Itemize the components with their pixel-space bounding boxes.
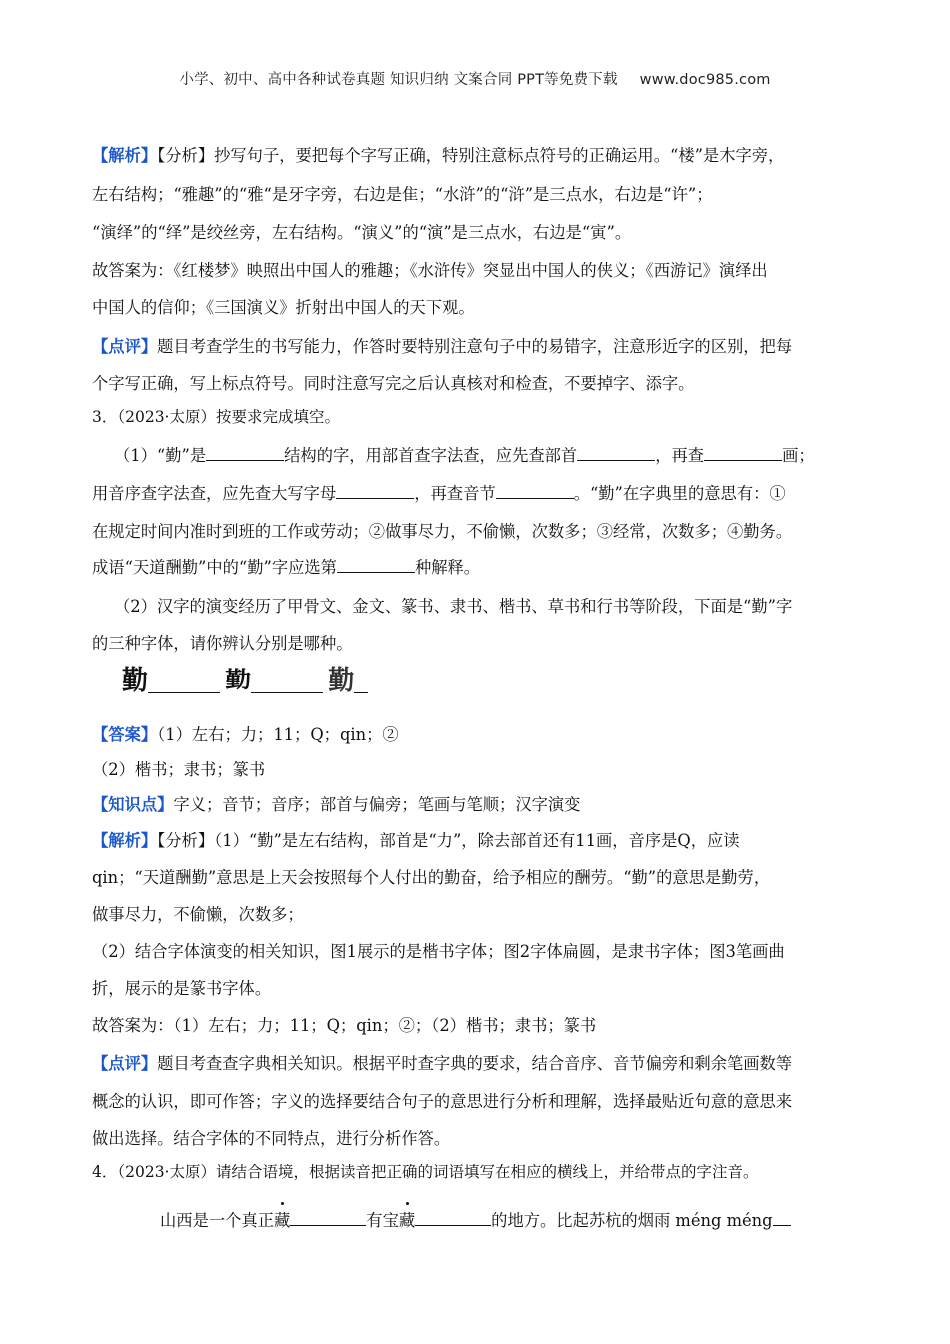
blank-font-3[interactable]: [354, 677, 368, 693]
q3-part1-line-3: 在规定时间内准时到班的工作或劳动；②做事尽力，不偷懒，次数多；③经常，次数多；④勤务。: [92, 522, 793, 541]
q3-part2-line-2: 的三种字体，请你辨认分别是哪种。: [92, 634, 353, 653]
q3-part2-line-1: （2）汉字的演变经历了甲骨文、金文、篆书、隶书、楷书、草书和行书等阶段，下面是“勤”字: [114, 597, 793, 616]
glyph-zhuanshu-image: 勤: [328, 666, 355, 696]
blank-structure[interactable]: [206, 445, 284, 461]
q3-answer-line-1: 【答案】（1）左右；力；11；Q；qin；②: [92, 725, 399, 744]
blank-strokes[interactable]: [704, 445, 782, 461]
blank-font-2[interactable]: [251, 677, 323, 693]
q3-answer-line-2: （2）楷书；隶书；篆书: [92, 760, 266, 779]
q3-analysis-line-3: 做事尽力，不偷懒，次数多；: [92, 905, 304, 924]
comment-tag: 【点评】: [92, 337, 158, 356]
blank-pinyin-1[interactable]: [290, 1210, 366, 1226]
q3-analysis-line-4: （2）结合字体演变的相关知识，图1展示的是楷书字体；图2字体扁圆，是隶书字体；图3笔画曲: [92, 942, 785, 961]
answer-tag: 【答案】: [92, 725, 158, 744]
dotted-char-1: 藏: [274, 1207, 290, 1231]
header-site: www.doc985.com: [639, 72, 771, 88]
font-samples: [122, 660, 368, 700]
blank-meaning[interactable]: [337, 557, 415, 573]
dotted-char-2: 藏: [399, 1207, 415, 1231]
q3-knowledge: 【知识点】字义；音节；音序；部首与偏旁；笔画与笔顺；汉字演变: [92, 795, 581, 814]
header-text: 小学、初中、高中各种试卷真题 知识归纳 文案合同 PPT等免费下载: [179, 72, 618, 88]
prev-analysis-line-3: “演绎”的“绎”是绞丝旁，左右结构。“演义”的“演”是三点水，右边是“寅”。: [92, 223, 632, 242]
blank-pinyin-2[interactable]: [415, 1210, 491, 1226]
analysis-tag: 【解析】: [92, 146, 158, 165]
analysis-tag-2: 【解析】: [92, 831, 158, 850]
q3-part1-line-1: （1）“勤”是 结构的字，用部首查字法查，应先查部首 ，再查 画；: [114, 446, 815, 465]
prev-analysis-line-2: 左右结构；“雅趣”的“雅“是牙字旁，右边是隹；“水浒”的“浒”是三点水，右边是“许”；: [92, 185, 713, 204]
q3-part1-line-4: 成语“天道酬勤”中的“勤”字应选第 种解释。: [92, 558, 481, 577]
q3-comment-line-3: 做出选择。结合字体的不同特点，进行分析作答。: [92, 1129, 451, 1148]
glyph-kaishu-image: 勤: [122, 666, 149, 696]
blank-font-1[interactable]: [148, 677, 220, 693]
blank-letter[interactable]: [336, 483, 414, 499]
blank-syllable[interactable]: [496, 483, 574, 499]
blank-word[interactable]: [773, 1210, 791, 1226]
prev-analysis-line-1: 【解析】【分析】抄写句子，要把每个字写正确，特别注意标点符号的正确运用。“楼”是木字旁，: [92, 146, 785, 165]
q3-analysis-line-5: 折，展示的是篆书字体。: [92, 979, 272, 998]
q3-analysis-line-2: qin；“天道酬勤”意思是上天会按照每个人付出的勤奋，给予相应的酬劳。“勤”的意思是勤劳，: [92, 868, 771, 887]
prev-answer-line-2: 中国人的信仰；《三国演义》折射出中国人的天下观。: [92, 298, 475, 317]
page-header: [0, 68, 950, 89]
comment-tag-2: 【点评】: [92, 1054, 158, 1073]
q3-part1-line-2: 用音序查字法查，应先查大写字母 ，再查音节 。“勤”在字典里的意思有：①: [92, 484, 786, 503]
knowledge-tag: 【知识点】: [92, 795, 174, 814]
q3-final-answer: 故答案为：（1）左右；力；11；Q；qin；②；（2）楷书；隶书；篆书: [92, 1016, 597, 1035]
q4-title: 4．（2023·太原）请结合语境，根据读音把正确的词语填写在相应的横线上，并给带点的字注音。: [92, 1163, 759, 1181]
q3-comment-line-1: 【点评】题目考查查字典相关知识。根据平时查字典的要求，结合音序、音节偏旁和剩余笔画数等: [92, 1054, 793, 1073]
blank-radical[interactable]: [577, 445, 655, 461]
prev-answer-line-1: 故答案为：《红楼梦》映照出中国人的雅趣；《水浒传》突显出中国人的侠义；《西游记》演绎出: [92, 261, 768, 280]
q3-comment-line-2: 概念的认识，即可作答；字义的选择要结合句子的意思进行分析和理解，选择最贴近句意的意思来: [92, 1092, 793, 1111]
q3-title: 3．（2023·太原）按要求完成填空。: [92, 408, 340, 426]
prev-comment-line-2: 个字写正确，写上标点符号。同时注意写完之后认真核对和检查，不要掉字、添字。: [92, 374, 695, 393]
prev-comment-line-1: 【点评】题目考查学生的书写能力，作答时要特别注意句子中的易错字，注意形近字的区别，把每: [92, 337, 793, 356]
glyph-lishu-image: 勤: [225, 668, 252, 693]
q4-sentence: 山西是一个真正藏 有宝藏 的地方。比起苏杭的烟雨 méng méng: [160, 1207, 791, 1231]
q3-analysis-line-1: 【解析】【分析】（1）“勤”是左右结构，部首是“力”，除去部首还有11画，音序是Q，应读: [92, 831, 740, 850]
